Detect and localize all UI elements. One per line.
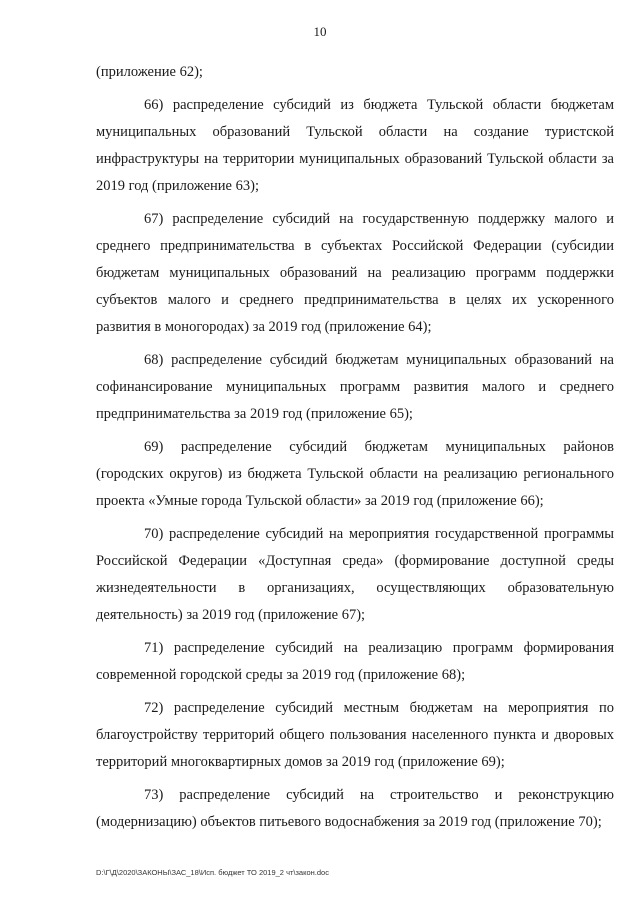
paragraph-item-72: 72) распределение субсидий местным бюджетам на мероприятия по благоустройству территорий общего пользования населенного пункта и дворовых территорий многоквартирных домов за 2019 год (приложение 69); (96, 700, 614, 770)
paragraph-item-73: 73) распределение субсидий на строительство и реконструкцию (модернизацию) объектов питьевого водоснабжения за 2019 год (приложение 70); (96, 787, 614, 830)
document-body (96, 59, 614, 842)
paragraph-item-68: 68) распределение субсидий бюджетам муниципальных образований на софинансирование муниципальных программ развития малого и среднего предпринимательства за 2019 год (приложение 65); (96, 352, 614, 422)
paragraph-item-70: 70) распределение субсидий на мероприятия государственной программы Российской Федерации «Доступная среда» (формирование доступной среды жизнедеятельности в организациях, осуществляющих образовательную деятельность) за 2019 год (приложение 67); (96, 526, 614, 623)
paragraph-item-71: 71) распределение субсидий на реализацию программ формирования современной городской среды за 2019 год (приложение 68); (96, 640, 614, 683)
paragraph-item-66: 66) распределение субсидий из бюджета Тульской области бюджетам муниципальных образований Тульской области на создание туристской инфраструктуры на территории муниципальных образований Тульской области за 2019 год (приложение 63); (96, 97, 614, 194)
paragraph-item-69: 69) распределение субсидий бюджетам муниципальных районов (городских округов) из бюджета Тульской области на реализацию регионального проекта «Умные города Тульской области» за 2019 год (приложение 66); (96, 439, 614, 509)
paragraph-continuation: (приложение 62); (96, 64, 203, 80)
page-number: 10 (313, 24, 327, 39)
paragraph-item-67: 67) распределение субсидий на государственную поддержку малого и среднего предпринимательства в субъектах Российской Федерации (субсидии бюджетам муниципальных образований на реализацию программ поддержки субъектов малого и среднего предпринимательства в целях их ускоренного развития в моногородах) за 2019 год (приложение 64); (96, 211, 614, 335)
footer-file-path: D:\Г\Д\2020\ЗАКОНЫ\ЗАС_18\Исп. бюджет ТО 2019_2 чт\закон.doc (96, 868, 329, 877)
